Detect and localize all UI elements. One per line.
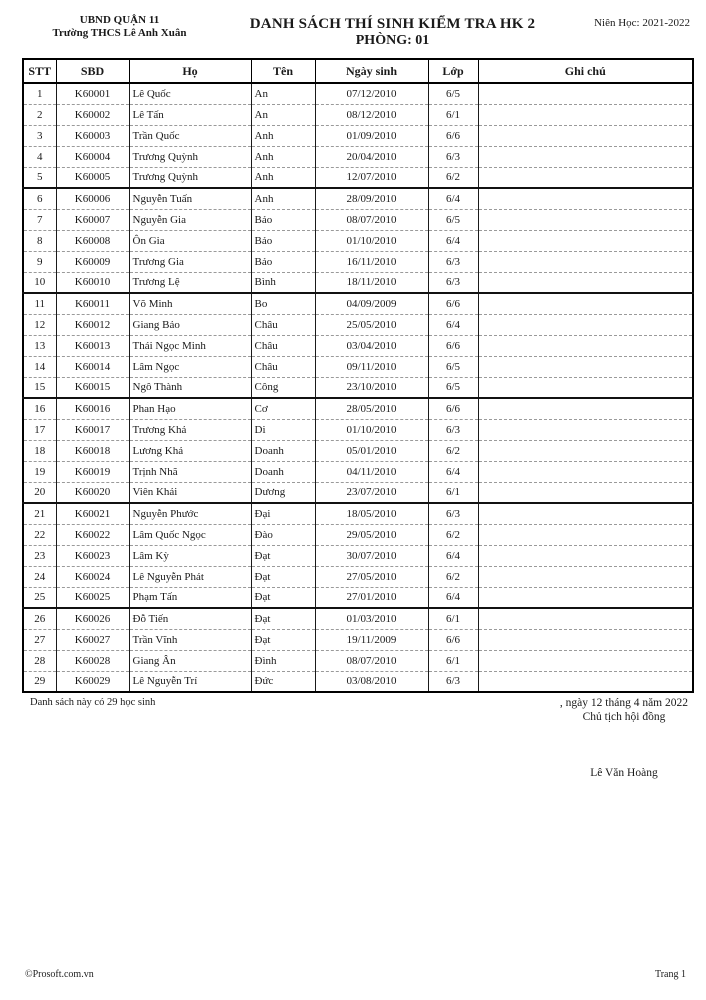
cell-lop: 6/6 (428, 629, 478, 650)
cell-sbd: K60013 (56, 335, 129, 356)
cell-lop: 6/5 (428, 209, 478, 230)
cell-sbd: K60008 (56, 230, 129, 251)
cell-ten: Bảo (251, 209, 315, 230)
page-number-label: Trang 1 (654, 969, 686, 980)
cell-ho: Nguyễn Phước (129, 503, 251, 524)
cell-stt: 18 (23, 440, 56, 461)
cell-lop: 6/4 (428, 545, 478, 566)
cell-ho: Nguyễn Gia (129, 209, 251, 230)
table-row (23, 167, 693, 188)
cell-ghi-chu (478, 650, 693, 671)
cell-ngay-sinh: 04/11/2010 (315, 461, 428, 482)
cell-ghi-chu (478, 293, 693, 314)
cell-ghi-chu (478, 104, 693, 125)
cell-ghi-chu (478, 524, 693, 545)
cell-stt: 17 (23, 419, 56, 440)
cell-sbd: K60020 (56, 482, 129, 503)
cell-ngay-sinh: 16/11/2010 (315, 251, 428, 272)
cell-ngay-sinh: 08/07/2010 (315, 650, 428, 671)
room-subtitle: PHÒNG: 01 (355, 33, 430, 48)
cell-sbd: K60005 (56, 167, 129, 188)
document-header (0, 0, 706, 49)
cell-ten: Châu (251, 356, 315, 377)
cell-sbd: K60012 (56, 314, 129, 335)
cell-stt: 25 (23, 587, 56, 608)
table-row (23, 125, 693, 146)
cell-sbd: K60017 (56, 419, 129, 440)
cell-ngay-sinh: 01/09/2010 (315, 125, 428, 146)
cell-ghi-chu (478, 482, 693, 503)
cell-ho: Thái Ngọc Minh (129, 335, 251, 356)
cell-ho: Đỗ Tiến (129, 608, 251, 629)
page-footer (25, 969, 686, 980)
table-row (23, 272, 693, 293)
cell-lop: 6/3 (428, 272, 478, 293)
cell-sbd: K60023 (56, 545, 129, 566)
chairman-title: Chủ tịch hội đồng (582, 711, 666, 723)
table-row (23, 461, 693, 482)
cell-lop: 6/3 (428, 419, 478, 440)
cell-ghi-chu (478, 419, 693, 440)
table-row (23, 356, 693, 377)
cell-ho: Lương Khả (129, 440, 251, 461)
cell-sbd: K60002 (56, 104, 129, 125)
student-table (22, 58, 694, 693)
cell-ngay-sinh: 01/03/2010 (315, 608, 428, 629)
cell-ghi-chu (478, 671, 693, 692)
student-count-text: Danh sách này có 29 học sinh (30, 697, 156, 708)
signature-block (560, 696, 688, 780)
organization-block (22, 14, 217, 40)
table-row (23, 377, 693, 398)
cell-ten: Dương (251, 482, 315, 503)
cell-ho: Trịnh Nhã (129, 461, 251, 482)
cell-ho: Trương Lệ (129, 272, 251, 293)
cell-ten: An (251, 104, 315, 125)
cell-ten: Bảo (251, 251, 315, 272)
cell-stt: 7 (23, 209, 56, 230)
cell-ghi-chu (478, 608, 693, 629)
cell-stt: 1 (23, 83, 56, 104)
cell-stt: 2 (23, 104, 56, 125)
cell-ten: An (251, 83, 315, 104)
cell-ngay-sinh: 08/12/2010 (315, 104, 428, 125)
cell-ten: Anh (251, 188, 315, 209)
cell-ho: Trương Gia (129, 251, 251, 272)
school-year-label: Niên Học: 2021-2022 (594, 17, 690, 29)
cell-lop: 6/6 (428, 125, 478, 146)
chairman-name: Lê Văn Hoàng (590, 767, 658, 779)
cell-sbd: K60025 (56, 587, 129, 608)
cell-stt: 10 (23, 272, 56, 293)
cell-stt: 21 (23, 503, 56, 524)
cell-sbd: K60016 (56, 398, 129, 419)
cell-ten: Anh (251, 167, 315, 188)
table-row (23, 629, 693, 650)
cell-ten: Đào (251, 524, 315, 545)
cell-lop: 6/3 (428, 671, 478, 692)
cell-sbd: K60026 (56, 608, 129, 629)
column-header-ten: Tên (251, 59, 315, 83)
cell-ghi-chu (478, 272, 693, 293)
cell-lop: 6/2 (428, 167, 478, 188)
cell-ghi-chu (478, 83, 693, 104)
cell-lop: 6/6 (428, 335, 478, 356)
cell-sbd: K60029 (56, 671, 129, 692)
cell-lop: 6/4 (428, 314, 478, 335)
cell-ho: Phạm Tấn (129, 587, 251, 608)
cell-ho: Lâm Kỳ (129, 545, 251, 566)
cell-ngay-sinh: 05/01/2010 (315, 440, 428, 461)
cell-ghi-chu (478, 377, 693, 398)
cell-ghi-chu (478, 251, 693, 272)
cell-lop: 6/2 (428, 440, 478, 461)
cell-lop: 6/4 (428, 587, 478, 608)
cell-ten: Doanh (251, 461, 315, 482)
cell-lop: 6/3 (428, 503, 478, 524)
org-line-1: UBND QUẬN 11 (79, 14, 160, 26)
cell-stt: 26 (23, 608, 56, 629)
cell-stt: 27 (23, 629, 56, 650)
cell-ngay-sinh: 09/11/2010 (315, 356, 428, 377)
cell-lop: 6/5 (428, 83, 478, 104)
page-title: DANH SÁCH THÍ SINH KIỂM TRA HK 2 (249, 16, 536, 32)
cell-ghi-chu (478, 503, 693, 524)
cell-ngay-sinh: 07/12/2010 (315, 83, 428, 104)
cell-stt: 16 (23, 398, 56, 419)
cell-stt: 24 (23, 566, 56, 587)
cell-ho: Lê Nguyễn Trí (129, 671, 251, 692)
cell-ho: Nguyễn Tuấn (129, 188, 251, 209)
cell-ho: Võ Minh (129, 293, 251, 314)
table-row (23, 188, 693, 209)
table-row (23, 83, 693, 104)
cell-ghi-chu (478, 146, 693, 167)
cell-stt: 3 (23, 125, 56, 146)
cell-ghi-chu (478, 398, 693, 419)
cell-ho: Ôn Gia (129, 230, 251, 251)
cell-ghi-chu (478, 188, 693, 209)
cell-ho: Ngô Thành (129, 377, 251, 398)
cell-ngay-sinh: 28/05/2010 (315, 398, 428, 419)
cell-sbd: K60007 (56, 209, 129, 230)
table-row (23, 209, 693, 230)
table-row (23, 671, 693, 692)
table-row (23, 104, 693, 125)
table-row (23, 503, 693, 524)
cell-ngay-sinh: 23/07/2010 (315, 482, 428, 503)
student-table-body (23, 83, 693, 692)
cell-ten: Đình (251, 650, 315, 671)
cell-ghi-chu (478, 461, 693, 482)
cell-lop: 6/6 (428, 398, 478, 419)
cell-ghi-chu (478, 335, 693, 356)
cell-sbd: K60028 (56, 650, 129, 671)
cell-lop: 6/4 (428, 461, 478, 482)
cell-ghi-chu (478, 545, 693, 566)
cell-ho: Trương Quỳnh (129, 146, 251, 167)
cell-ho: Giang Ân (129, 650, 251, 671)
cell-ngay-sinh: 03/04/2010 (315, 335, 428, 356)
cell-ten: Châu (251, 335, 315, 356)
cell-ngay-sinh: 30/07/2010 (315, 545, 428, 566)
cell-ngay-sinh: 20/04/2010 (315, 146, 428, 167)
table-row (23, 398, 693, 419)
cell-ho: Lâm Ngọc (129, 356, 251, 377)
cell-ghi-chu (478, 125, 693, 146)
cell-ngay-sinh: 04/09/2009 (315, 293, 428, 314)
cell-ten: Cơ (251, 398, 315, 419)
cell-stt: 5 (23, 167, 56, 188)
cell-stt: 29 (23, 671, 56, 692)
cell-lop: 6/3 (428, 146, 478, 167)
table-row (23, 314, 693, 335)
cell-ghi-chu (478, 314, 693, 335)
cell-ngay-sinh: 18/05/2010 (315, 503, 428, 524)
cell-sbd: K60006 (56, 188, 129, 209)
cell-sbd: K60003 (56, 125, 129, 146)
cell-stt: 28 (23, 650, 56, 671)
cell-stt: 20 (23, 482, 56, 503)
cell-sbd: K60015 (56, 377, 129, 398)
table-row (23, 419, 693, 440)
cell-ho: Lê Tấn (129, 104, 251, 125)
cell-ten: Đạt (251, 608, 315, 629)
table-row (23, 650, 693, 671)
cell-ho: Lê Quốc (129, 83, 251, 104)
cell-ho: Lê Nguyễn Phát (129, 566, 251, 587)
cell-ngay-sinh: 25/05/2010 (315, 314, 428, 335)
cell-sbd: K60011 (56, 293, 129, 314)
cell-ghi-chu (478, 230, 693, 251)
table-row (23, 524, 693, 545)
copyright-label: ©Prosoft.com.vn (25, 969, 94, 980)
cell-sbd: K60009 (56, 251, 129, 272)
cell-ngay-sinh: 18/11/2010 (315, 272, 428, 293)
cell-ten: Doanh (251, 440, 315, 461)
cell-stt: 4 (23, 146, 56, 167)
cell-lop: 6/1 (428, 608, 478, 629)
column-header-stt: STT (23, 59, 56, 83)
cell-lop: 6/6 (428, 293, 478, 314)
signature-date: , ngày 12 tháng 4 năm 2022 (559, 697, 688, 709)
table-row (23, 566, 693, 587)
cell-stt: 8 (23, 230, 56, 251)
table-header-row (23, 59, 693, 83)
cell-sbd: K60018 (56, 440, 129, 461)
cell-lop: 6/2 (428, 524, 478, 545)
table-row (23, 335, 693, 356)
cell-ngay-sinh: 12/07/2010 (315, 167, 428, 188)
cell-ten: Anh (251, 125, 315, 146)
cell-ho: Viên Khải (129, 482, 251, 503)
cell-sbd: K60022 (56, 524, 129, 545)
cell-lop: 6/1 (428, 482, 478, 503)
cell-ghi-chu (478, 440, 693, 461)
column-header-lop: Lớp (428, 59, 478, 83)
cell-lop: 6/3 (428, 251, 478, 272)
cell-ten: Đạt (251, 629, 315, 650)
cell-ho: Phan Hạo (129, 398, 251, 419)
table-row (23, 230, 693, 251)
cell-ten: Đạt (251, 587, 315, 608)
cell-stt: 15 (23, 377, 56, 398)
cell-ghi-chu (478, 566, 693, 587)
cell-ho: Giang Bảo (129, 314, 251, 335)
cell-ngay-sinh: 27/05/2010 (315, 566, 428, 587)
cell-stt: 11 (23, 293, 56, 314)
cell-sbd: K60014 (56, 356, 129, 377)
cell-lop: 6/4 (428, 230, 478, 251)
cell-ngay-sinh: 27/01/2010 (315, 587, 428, 608)
cell-ho: Trương Quỳnh (129, 167, 251, 188)
table-header (23, 59, 693, 83)
cell-ghi-chu (478, 356, 693, 377)
org-line-2: Trường THCS Lê Anh Xuân (52, 27, 187, 39)
cell-ghi-chu (478, 167, 693, 188)
cell-stt: 23 (23, 545, 56, 566)
cell-ten: Anh (251, 146, 315, 167)
cell-lop: 6/2 (428, 566, 478, 587)
table-row (23, 608, 693, 629)
cell-ten: Di (251, 419, 315, 440)
cell-ghi-chu (478, 209, 693, 230)
cell-lop: 6/5 (428, 356, 478, 377)
cell-stt: 22 (23, 524, 56, 545)
cell-ten: Đại (251, 503, 315, 524)
cell-ngay-sinh: 01/10/2010 (315, 230, 428, 251)
cell-stt: 19 (23, 461, 56, 482)
cell-ngay-sinh: 23/10/2010 (315, 377, 428, 398)
after-table-section (0, 693, 706, 780)
cell-sbd: K60004 (56, 146, 129, 167)
cell-ngay-sinh: 03/08/2010 (315, 671, 428, 692)
cell-ngay-sinh: 29/05/2010 (315, 524, 428, 545)
cell-stt: 13 (23, 335, 56, 356)
cell-ngay-sinh: 08/07/2010 (315, 209, 428, 230)
cell-ten: Đạt (251, 545, 315, 566)
column-header-ngay-sinh: Ngày sinh (315, 59, 428, 83)
cell-ho: Trương Khả (129, 419, 251, 440)
cell-sbd: K60024 (56, 566, 129, 587)
cell-lop: 6/1 (428, 650, 478, 671)
cell-ten: Công (251, 377, 315, 398)
cell-ten: Châu (251, 314, 315, 335)
table-row (23, 545, 693, 566)
cell-ten: Đạt (251, 566, 315, 587)
cell-ngay-sinh: 19/11/2009 (315, 629, 428, 650)
cell-lop: 6/1 (428, 104, 478, 125)
cell-sbd: K60021 (56, 503, 129, 524)
cell-ho: Trần Quốc (129, 125, 251, 146)
cell-ngay-sinh: 01/10/2010 (315, 419, 428, 440)
cell-ghi-chu (478, 587, 693, 608)
column-header-ghi-chu: Ghi chú (478, 59, 693, 83)
cell-lop: 6/5 (428, 377, 478, 398)
cell-ho: Lâm Quốc Ngọc (129, 524, 251, 545)
cell-stt: 14 (23, 356, 56, 377)
title-block (217, 14, 568, 49)
table-row (23, 440, 693, 461)
cell-ten: Đức (251, 671, 315, 692)
cell-sbd: K60019 (56, 461, 129, 482)
cell-stt: 12 (23, 314, 56, 335)
table-row (23, 482, 693, 503)
cell-lop: 6/4 (428, 188, 478, 209)
cell-ghi-chu (478, 629, 693, 650)
cell-ho: Trần Vĩnh (129, 629, 251, 650)
table-row (23, 587, 693, 608)
table-row (23, 293, 693, 314)
cell-ten: Bảo (251, 230, 315, 251)
cell-ngay-sinh: 28/09/2010 (315, 188, 428, 209)
column-header-sbd: SBD (56, 59, 129, 83)
column-header-ho: Họ (129, 59, 251, 83)
cell-ten: Bo (251, 293, 315, 314)
cell-sbd: K60001 (56, 83, 129, 104)
cell-sbd: K60010 (56, 272, 129, 293)
table-row (23, 146, 693, 167)
cell-sbd: K60027 (56, 629, 129, 650)
cell-ten: Bình (251, 272, 315, 293)
cell-stt: 9 (23, 251, 56, 272)
table-row (23, 251, 693, 272)
cell-stt: 6 (23, 188, 56, 209)
